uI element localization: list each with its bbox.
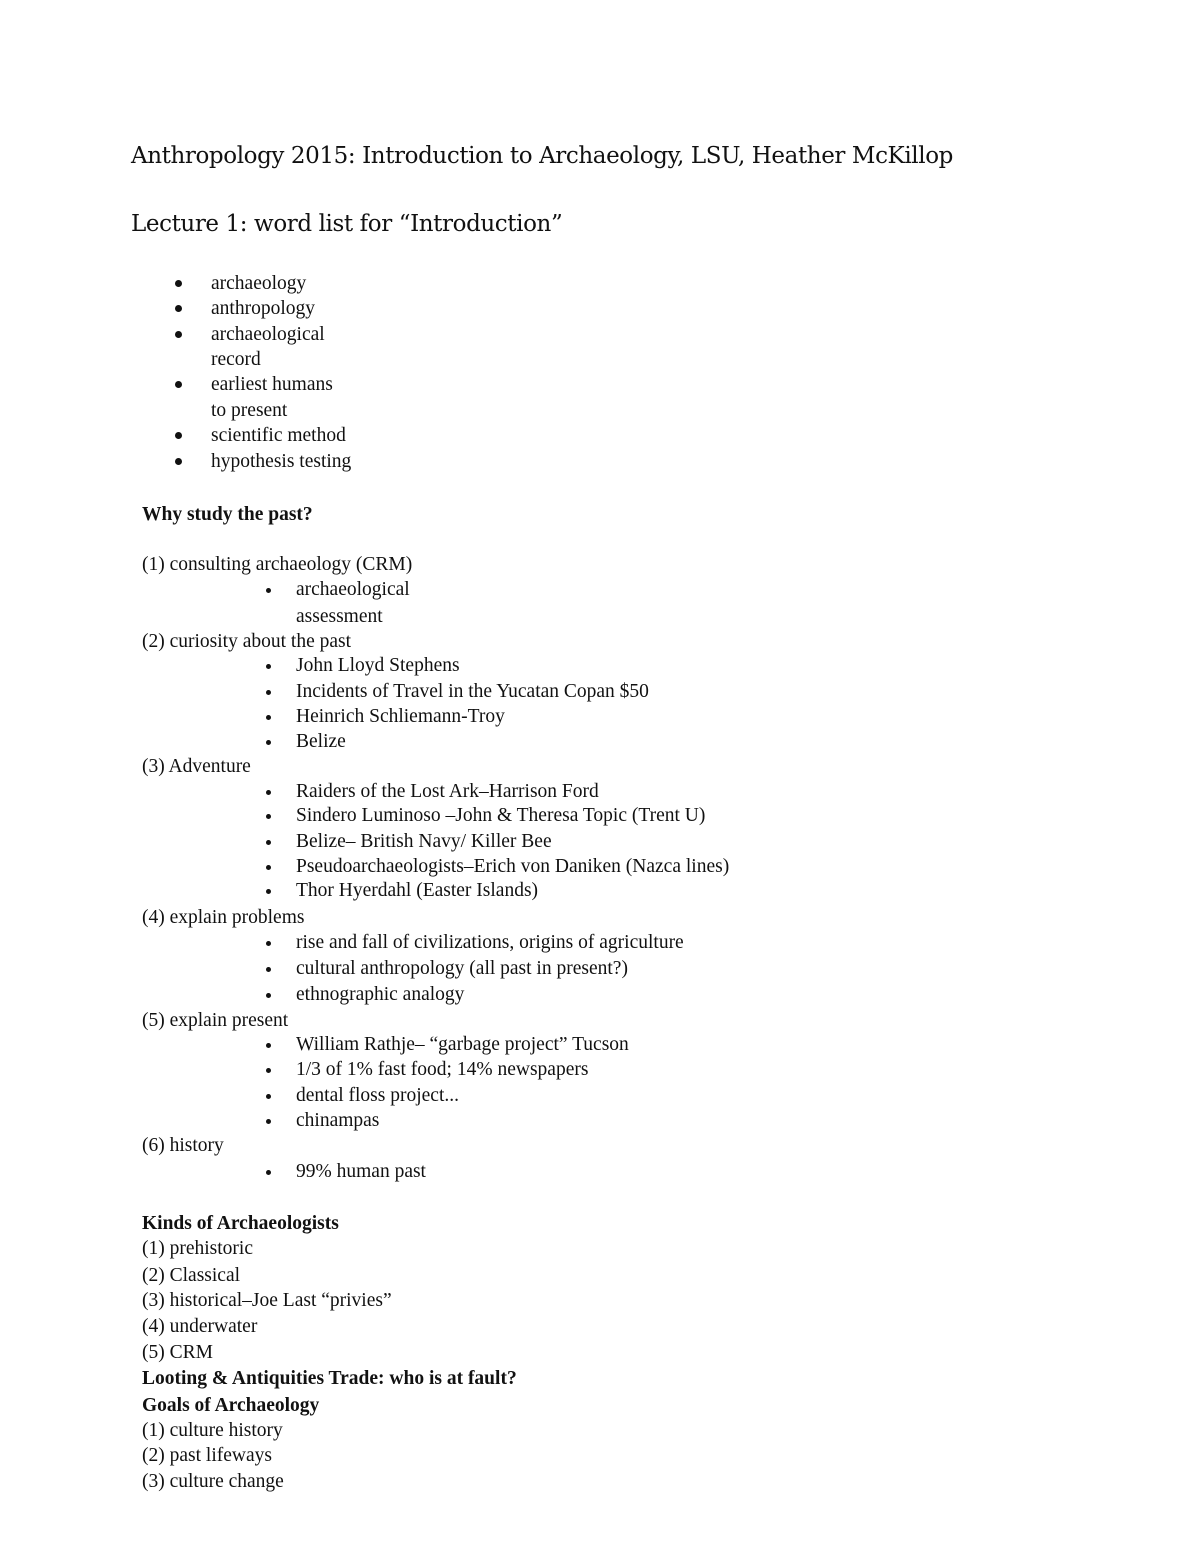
sub-item: Raiders of the Lost Ark–Harrison Ford <box>296 781 599 802</box>
why-study-heading: Why study the past? <box>142 504 313 525</box>
sub-item: Belize– British Navy/ Killer Bee <box>296 831 552 852</box>
bullet-icon <box>266 967 271 972</box>
bullet-icon <box>266 814 271 819</box>
list-item: hypothesis testing <box>211 451 352 472</box>
bullet-icon <box>266 993 271 998</box>
sub-item: Pseudoarchaeologists–Erich von Daniken (Nazca lines) <box>296 856 730 877</box>
bullet-icon <box>175 305 182 312</box>
bullet-icon <box>266 941 271 946</box>
goals-heading: Goals of Archaeology <box>142 1395 320 1416</box>
lecture-heading: Lecture 1: word list for “Introduction” <box>131 211 563 237</box>
bullet-icon <box>175 458 182 465</box>
bullet-icon <box>266 1068 271 1073</box>
list-item: archaeology <box>211 273 307 294</box>
sub-item: chinampas <box>296 1110 380 1131</box>
sub-item: archaeological <box>296 579 410 600</box>
bullet-icon <box>175 280 182 287</box>
goals-item: (2) past lifeways <box>142 1445 272 1466</box>
kinds-item: (4) underwater <box>142 1316 258 1337</box>
kinds-item: (3) historical–Joe Last “privies” <box>142 1290 392 1311</box>
bullet-icon <box>266 1119 271 1124</box>
kinds-heading: Kinds of Archaeologists <box>142 1213 339 1234</box>
sub-item-continuation: assessment <box>296 606 383 627</box>
bullet-icon <box>266 840 271 845</box>
document-title: Anthropology 2015: Introduction to Archaeology, LSU, Heather McKillop <box>131 143 953 169</box>
sub-item: Belize <box>296 731 346 752</box>
kinds-item: (1) prehistoric <box>142 1238 254 1259</box>
list-item-continuation: to present <box>211 400 288 421</box>
goals-item: (1) culture history <box>142 1420 283 1441</box>
bullet-icon <box>266 690 271 695</box>
list-item: anthropology <box>211 298 315 319</box>
bullet-icon <box>175 432 182 439</box>
bullet-icon <box>175 331 182 338</box>
reason-3: (3) Adventure <box>142 756 251 777</box>
bullet-icon <box>266 588 271 593</box>
bullet-icon <box>266 865 271 870</box>
goals-item: (3) culture change <box>142 1471 284 1492</box>
bullet-icon <box>266 664 271 669</box>
sub-item: 1/3 of 1% fast food; 14% newspapers <box>296 1059 589 1080</box>
sub-item: Heinrich Schliemann-Troy <box>296 706 505 727</box>
list-item-continuation: record <box>211 349 261 370</box>
bullet-icon <box>266 889 271 894</box>
sub-item: 99% human past <box>296 1161 426 1182</box>
sub-item: Incidents of Travel in the Yucatan Copan $50 <box>296 681 649 702</box>
bullet-icon <box>266 790 271 795</box>
looting-heading: Looting & Antiquities Trade: who is at fault? <box>142 1368 517 1389</box>
bullet-icon <box>266 740 271 745</box>
bullet-icon <box>266 1043 271 1048</box>
sub-item: Thor Hyerdahl (Easter Islands) <box>296 880 539 901</box>
sub-item: William Rathje– “garbage project” Tucson <box>296 1034 629 1055</box>
reason-5: (5) explain present <box>142 1010 289 1031</box>
sub-item: rise and fall of civilizations, origins of agriculture <box>296 932 684 953</box>
reason-4: (4) explain problems <box>142 907 305 928</box>
kinds-item: (2) Classical <box>142 1265 241 1286</box>
kinds-item: (5) CRM <box>142 1342 213 1363</box>
bullet-icon <box>266 715 271 720</box>
reason-1: (1) consulting archaeology (CRM) <box>142 554 413 575</box>
reason-2: (2) curiosity about the past <box>142 631 352 652</box>
bullet-icon <box>266 1170 271 1175</box>
bullet-icon <box>175 381 182 388</box>
sub-item: cultural anthropology (all past in present?) <box>296 958 628 979</box>
sub-item: dental floss project... <box>296 1085 459 1106</box>
reason-6: (6) history <box>142 1135 224 1156</box>
list-item: earliest humans <box>211 374 333 395</box>
bullet-icon <box>266 1094 271 1099</box>
list-item: scientific method <box>211 425 346 446</box>
list-item: archaeological <box>211 324 325 345</box>
sub-item: ethnographic analogy <box>296 984 465 1005</box>
sub-item: Sindero Luminoso –John & Theresa Topic (Trent U) <box>296 805 706 826</box>
sub-item: John Lloyd Stephens <box>296 655 460 676</box>
